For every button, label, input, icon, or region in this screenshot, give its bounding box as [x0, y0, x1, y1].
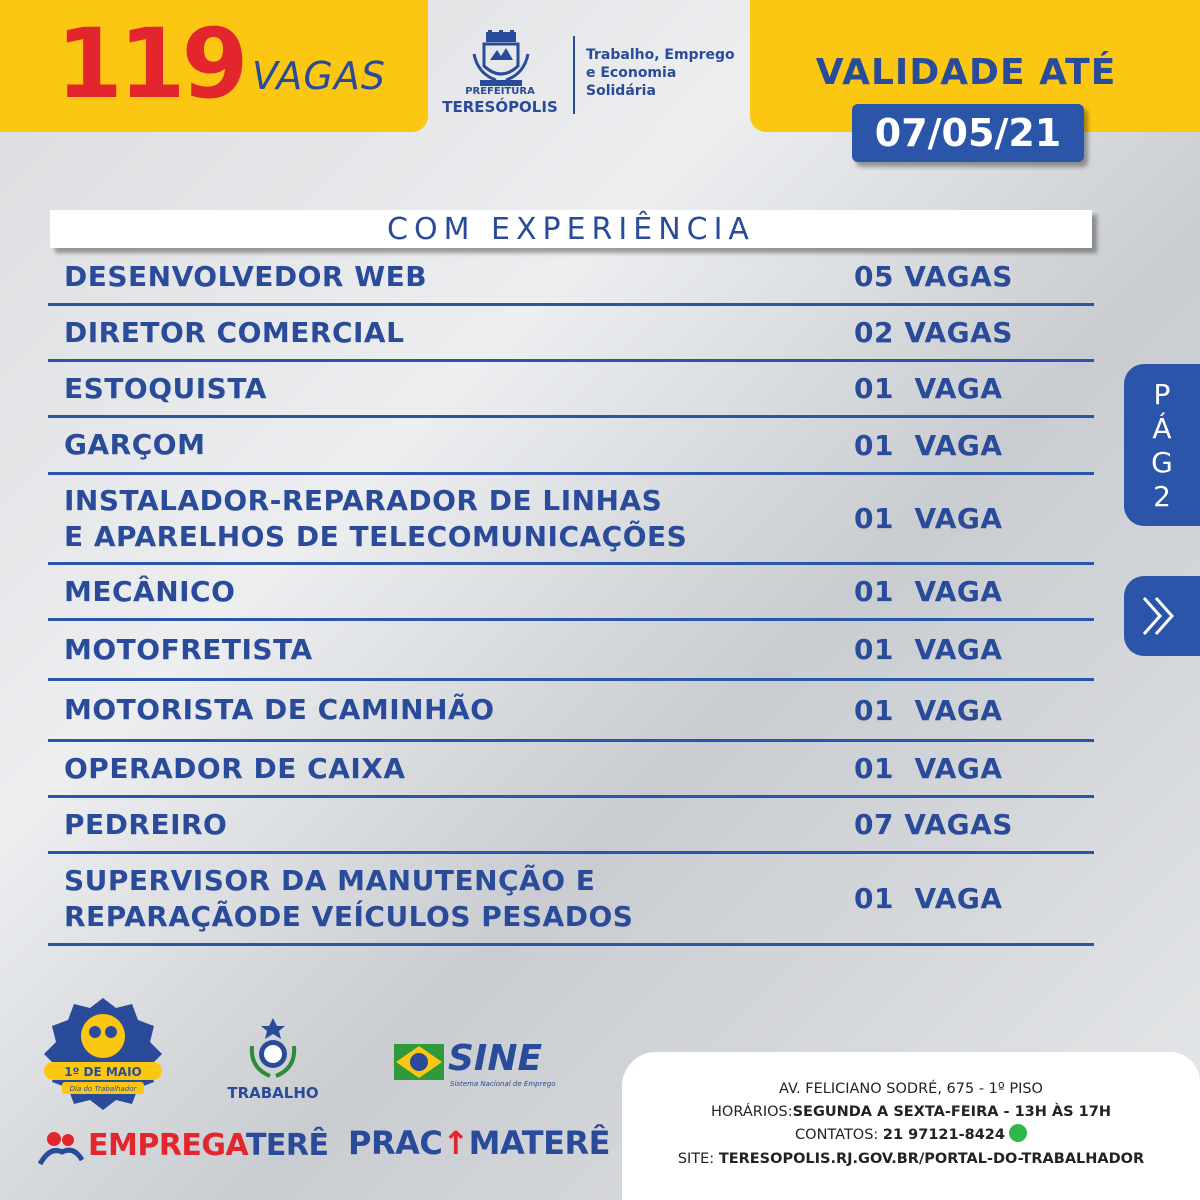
- job-vacancy-count: 01 VAGA: [854, 502, 1003, 535]
- job-title-line: DESENVOLVEDOR WEB: [64, 259, 428, 293]
- pracamatere-logo: [348, 1124, 610, 1162]
- job-vacancy-count: 01 VAGA: [854, 575, 1003, 608]
- prefeitura-crest-icon: [470, 30, 532, 90]
- section-title: COM EXPERIÊNCIA: [387, 212, 755, 247]
- job-row: [48, 362, 1094, 418]
- contact-site-label: SITE:: [677, 1151, 715, 1167]
- people-icon: [36, 1130, 84, 1168]
- prefeitura-label: PREFEITURA: [465, 86, 535, 97]
- validity-date: 07/05/21: [852, 104, 1084, 162]
- secretaria-line-3: Solidária: [586, 83, 656, 99]
- sine-flag-icon: [394, 1040, 444, 1084]
- badge-title: 1º DE MAIO: [64, 1065, 142, 1079]
- job-title: [48, 807, 854, 843]
- badge-subtitle: Dia do Trabalhador: [69, 1085, 137, 1093]
- job-list: [48, 250, 1094, 946]
- job-title: [48, 371, 854, 407]
- job-row: [48, 418, 1094, 475]
- page-tab-letter: Á: [1152, 412, 1172, 445]
- job-vacancy-count: 01 VAGA: [854, 372, 1003, 405]
- page-tab[interactable]: [1124, 364, 1200, 526]
- job-title-line: PEDREIRO: [64, 807, 228, 841]
- sine-subtitle: Sistema Nacional de Emprego: [450, 1080, 556, 1088]
- job-title-line: MOTORISTA DE CAMINHÃO: [64, 693, 495, 726]
- contact-phone-value[interactable]: 21 97121-8424: [882, 1127, 1005, 1143]
- job-row: [48, 475, 1094, 565]
- job-row: [48, 621, 1094, 681]
- job-title: [48, 692, 854, 728]
- page-tab-letter: P: [1153, 378, 1171, 411]
- secretaria-line-1: Trabalho, Emprego: [586, 47, 735, 63]
- job-row: [48, 854, 1094, 946]
- trabalho-label: TRABALHO: [227, 1084, 319, 1102]
- job-vacancy-count: 01 VAGA: [854, 693, 1003, 727]
- pracamatere-part-1: PRAC: [348, 1124, 443, 1162]
- pracamatere-part-3: TERÊ: [521, 1124, 610, 1162]
- pracamatere-part-2: MA: [468, 1124, 522, 1162]
- job-vacancy-count: 05 VAGAS: [854, 260, 1013, 293]
- page-tab-letter: 2: [1153, 480, 1171, 513]
- job-row: [48, 798, 1094, 854]
- job-title-line: OPERADOR DE CAIXA: [64, 751, 406, 785]
- job-vacancy-count: 02 VAGAS: [854, 316, 1013, 349]
- empregatere-logo: [88, 1128, 329, 1163]
- arrow-up-icon: ↑: [442, 1124, 469, 1162]
- job-title: [48, 863, 854, 935]
- secretaria-line-2: e Economia: [586, 65, 677, 81]
- prefeitura-city: TERESÓPOLIS: [442, 98, 558, 116]
- job-title-line: E APARELHOS DE TELECOMUNICAÇÕES: [64, 519, 688, 553]
- job-row: [48, 306, 1094, 362]
- validity-label: VALIDADE ATÉ: [815, 52, 1117, 93]
- logo-divider: [573, 36, 575, 114]
- page-tab-letter: G: [1151, 446, 1173, 479]
- vacancy-count: 119: [56, 8, 245, 120]
- job-row: [48, 565, 1094, 621]
- contact-panel: [622, 1052, 1200, 1200]
- job-title: [48, 751, 854, 787]
- job-title-line: MECÂNICO: [64, 574, 236, 608]
- contact-address: AV. FELICIANO SODRÉ, 675 - 1º PISO: [779, 1081, 1043, 1097]
- job-vacancy-count: 01 VAGA: [854, 882, 1003, 915]
- contact-site: [622, 1148, 1200, 1170]
- trabalho-crest-icon: [244, 1016, 302, 1082]
- job-title-line: MOTOFRETISTA: [64, 632, 313, 666]
- job-title-line: REPARAÇÃODE VEÍCULOS PESADOS: [64, 899, 634, 933]
- contact-hours-label: HORÁRIOS:: [711, 1104, 793, 1120]
- contact-hours: [622, 1101, 1200, 1123]
- contact-phone: [622, 1124, 1200, 1146]
- contact-site-link[interactable]: TERESOPOLIS.RJ.GOV.BR/PORTAL-DO-TRABALHADOR: [718, 1151, 1145, 1167]
- next-page-button[interactable]: [1124, 576, 1200, 656]
- job-row: [48, 742, 1094, 798]
- job-title: [48, 483, 854, 555]
- whatsapp-icon: [1009, 1124, 1027, 1142]
- job-row: [48, 250, 1094, 306]
- sine-logo-text: SINE: [448, 1038, 543, 1079]
- vacancy-count-label: VAGAS: [252, 54, 386, 98]
- empregatere-part-1: EMPREGA: [88, 1128, 246, 1163]
- job-row: [48, 681, 1094, 742]
- primeiro-de-maio-badge: [40, 996, 166, 1114]
- job-vacancy-count: 01 VAGA: [854, 428, 1003, 462]
- job-vacancy-count: 01 VAGA: [854, 633, 1003, 666]
- job-title: [48, 315, 854, 351]
- job-title-line: DIRETOR COMERCIAL: [64, 315, 405, 349]
- double-chevron-right-icon: [1124, 576, 1200, 656]
- job-title-line: GARÇOM: [64, 428, 206, 461]
- job-title-line: SUPERVISOR DA MANUTENÇÃO E: [64, 863, 596, 897]
- job-title: [48, 259, 854, 295]
- job-vacancy-count: 01 VAGA: [854, 752, 1003, 785]
- job-title-line: ESTOQUISTA: [64, 371, 267, 405]
- job-title: [48, 427, 854, 463]
- job-title: [48, 574, 854, 610]
- contact-hours-value: SEGUNDA A SEXTA-FEIRA - 13H ÀS 17H: [792, 1104, 1111, 1120]
- job-title: [48, 632, 854, 668]
- empregatere-part-2: TERÊ: [245, 1128, 329, 1163]
- job-title-line: INSTALADOR-REPARADOR DE LINHAS: [64, 483, 663, 517]
- secretaria-name: [586, 46, 746, 100]
- job-vacancy-count: 07 VAGAS: [854, 808, 1013, 841]
- contact-phone-label: CONTATOS:: [795, 1127, 879, 1143]
